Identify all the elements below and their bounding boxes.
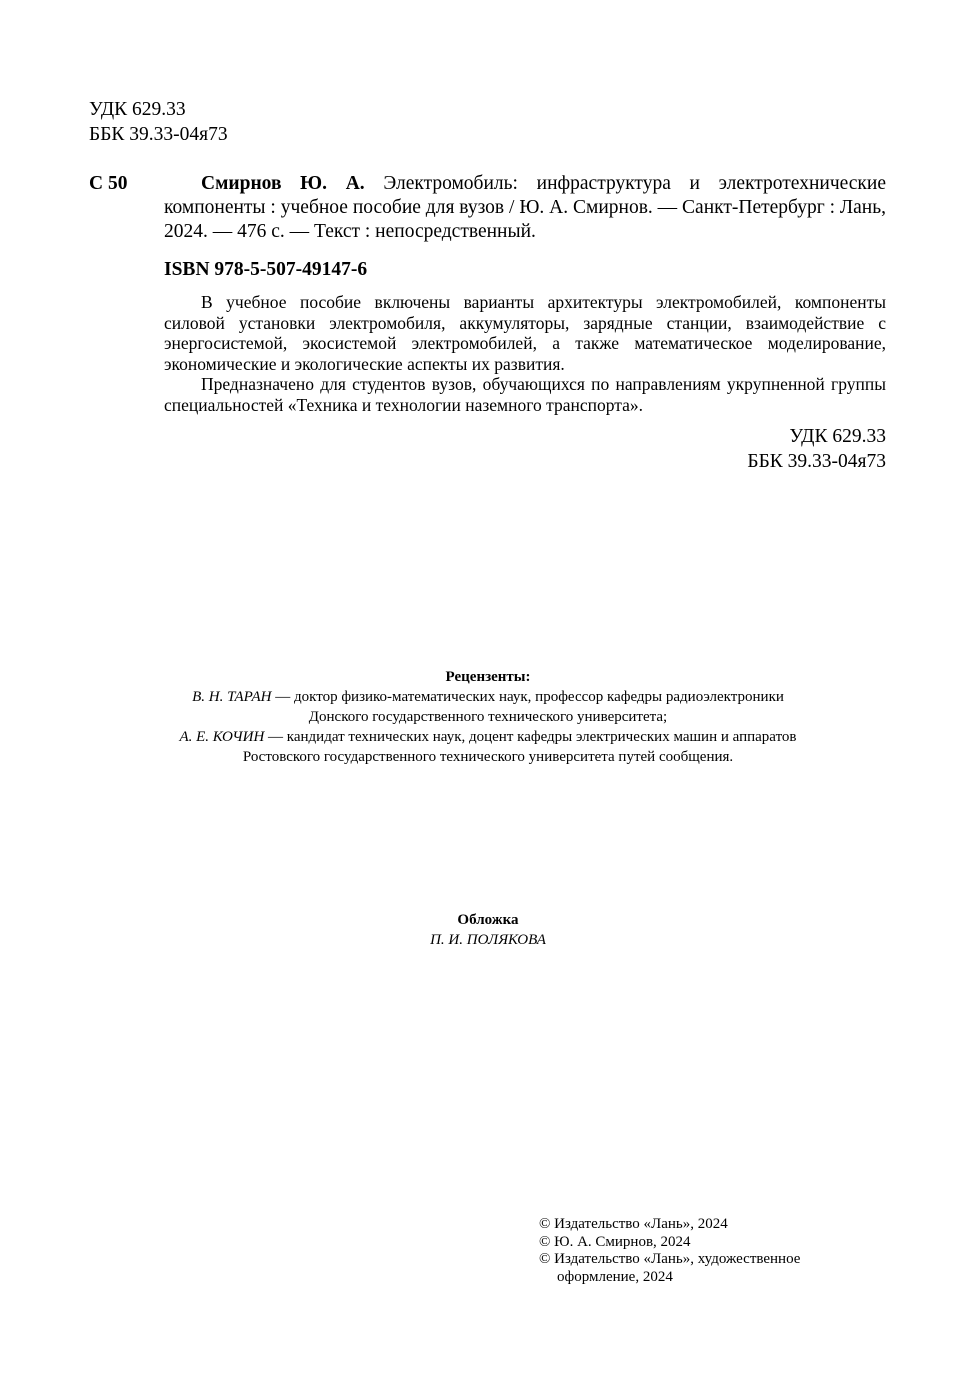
reviewer-line — [0, 727, 976, 747]
cover-credit — [0, 910, 976, 950]
annotation-paragraph: Предназначено для студентов вузов, обучающихся по направлениям укрупненной группы специальностей «Техника и технологии наземного транспорта». — [164, 374, 886, 415]
bibliographic-text: Электромобиль: инфраструктура и электротехнические компоненты : учебное пособие для вузов / Ю. А. Смирнов. — Санкт-Петербург : Лань, 2024. — 476 с. — Текст : непосредственный. — [164, 173, 886, 242]
top-classification-codes — [89, 97, 228, 147]
annotation-paragraph: В учебное пособие включены варианты архитектуры электромобилей, компоненты силовой установки электромобиля, аккумуляторы, зарядные станции, взаимодействие с энергосистемой, экосистемой электромобилей, а также математическое моделирование, экономические и экологические аспекты их развития. — [164, 292, 886, 374]
bibliographic-description — [164, 172, 886, 244]
cover-designer-name: П. И. ПОЛЯКОВА — [430, 932, 546, 948]
reviewers-heading: Рецензенты: — [445, 669, 531, 685]
copyright-line: © Издательство «Лань», художественное — [539, 1251, 801, 1267]
copyright-block — [539, 1216, 800, 1286]
udk-code: УДК 629.33 — [89, 99, 186, 120]
copyright-line: © Ю. А. Смирнов, 2024 — [539, 1233, 691, 1250]
reviewer-name: А. Е. КОЧИН — [179, 729, 265, 745]
reviewer-credentials: — доктор физико-математических наук, профессор кафедры радиоэлектроники — [271, 689, 784, 705]
reviewers-block — [0, 667, 976, 767]
reviewer-credentials: — кандидат технических наук, доцент кафедры электрических машин и аппаратов — [264, 729, 797, 745]
author-mark: С 50 — [89, 173, 128, 194]
reviewer-line — [0, 687, 976, 707]
bottom-classification-codes — [747, 424, 886, 474]
udk-code: УДК 629.33 — [789, 426, 886, 447]
copyright-line: оформление, 2024 — [557, 1268, 673, 1285]
annotation — [164, 292, 886, 415]
cover-heading: Обложка — [457, 912, 519, 928]
bbk-code: ББК 39.33-04я73 — [89, 124, 228, 145]
reviewer-affiliation: Ростовского государственного технического университета путей сообщения. — [242, 749, 734, 765]
reviewer-affiliation: Донского государственного технического университета; — [308, 709, 668, 725]
copyright-line: © Издательство «Лань», 2024 — [539, 1216, 728, 1232]
bbk-code: ББК 39.33-04я73 — [747, 451, 886, 472]
isbn: ISBN 978-5-507-49147-6 — [164, 259, 368, 280]
author-name: Смирнов Ю. А. — [201, 173, 365, 194]
reviewer-name: В. Н. ТАРАН — [192, 689, 272, 705]
